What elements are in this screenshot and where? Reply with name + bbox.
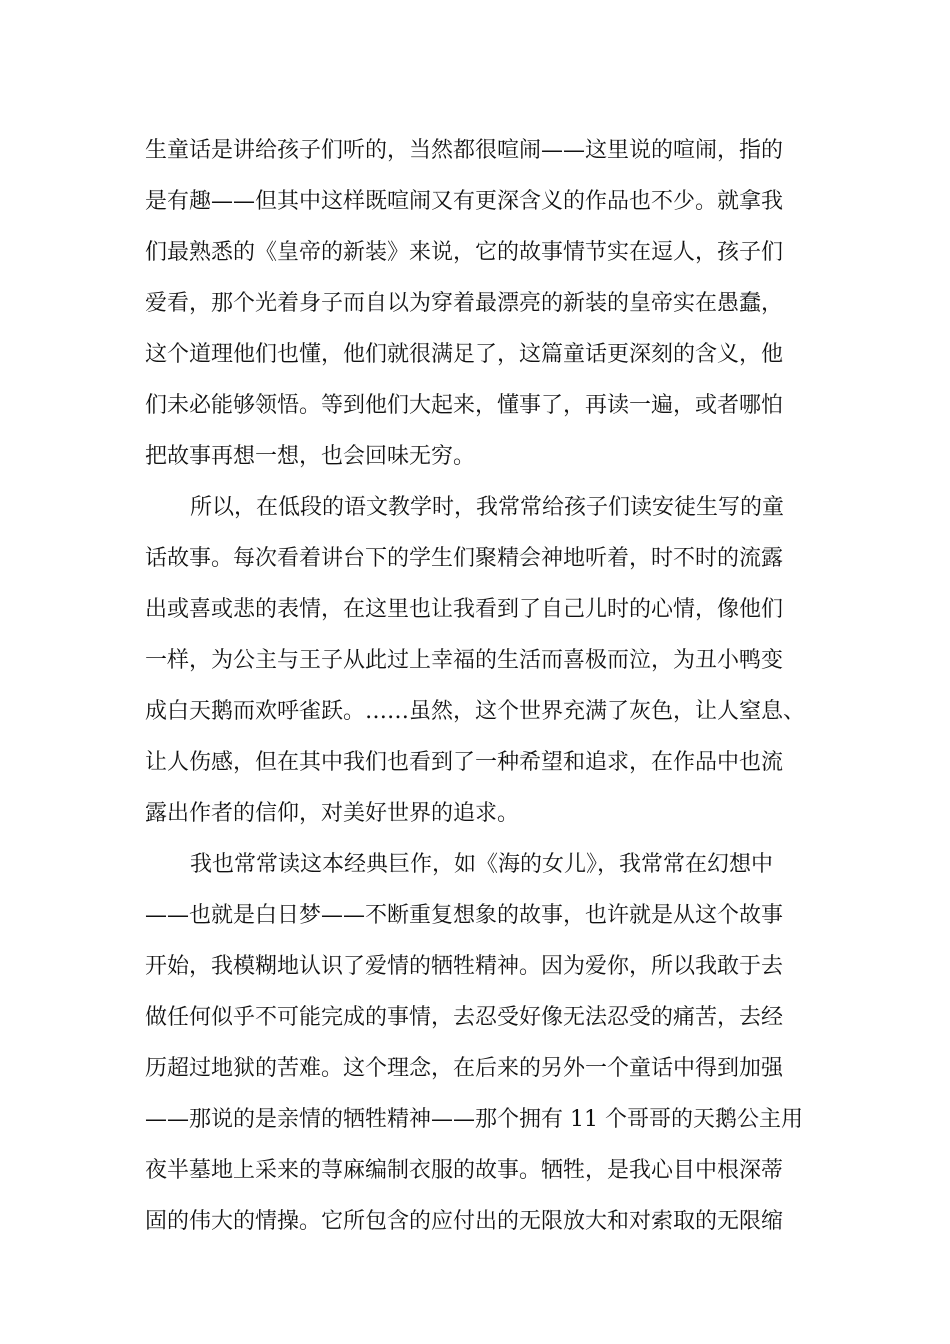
text-line: 历超过地狱的苦难。这个理念，在后来的另外一个童话中得到加强 bbox=[145, 1056, 784, 1081]
text-line: 这个道理他们也懂，他们就很满足了，这篇童话更深刻的含义，他 bbox=[145, 342, 784, 367]
text-line: 们最熟悉的《皇帝的新装》来说，它的故事情节实在逗人，孩子们 bbox=[145, 240, 784, 265]
text-line: 成白天鹅而欢呼雀跃。……虽然，这个世界充满了灰色，让人窒息、 bbox=[145, 699, 806, 724]
text-line: 夜半墓地上采来的荨麻编制衣服的故事。牺牲，是我心目中根深蒂 bbox=[145, 1158, 784, 1183]
text-line: 开始，我模糊地认识了爱情的牺牲精神。因为爱你，所以我敢于去 bbox=[145, 954, 784, 979]
text-line: 我也常常读这本经典巨作，如《海的女儿》，我常常在幻想中 bbox=[190, 852, 774, 877]
text-line: 们未必能够领悟。等到他们大起来，懂事了，再读一遍，或者哪怕 bbox=[145, 393, 784, 418]
text-line: ——也就是白日梦——不断重复想象的故事，也许就是从这个故事 bbox=[145, 903, 784, 928]
text-line: 话故事。每次看着讲台下的学生们聚精会神地听着，时不时的流露 bbox=[145, 546, 784, 571]
text-line: 是有趣——但其中这样既喧闹又有更深含义的作品也不少。就拿我 bbox=[145, 189, 784, 214]
text-line: 一样，为公主与王子从此过上幸福的生活而喜极而泣，为丑小鸭变 bbox=[145, 648, 784, 673]
text-line: 所以，在低段的语文教学时，我常常给孩子们读安徒生写的童 bbox=[190, 495, 785, 520]
text-line: 出或喜或悲的表情，在这里也让我看到了自己儿时的心情，像他们 bbox=[145, 597, 784, 622]
text-line: ——那说的是亲情的牺牲精神——那个拥有 11 个哥哥的天鹅公主用 bbox=[145, 1107, 803, 1132]
text-line: 生童话是讲给孩子们听的，当然都很喧闹——这里说的喧闹，指的 bbox=[145, 138, 784, 163]
text-line: 做任何似乎不可能完成的事情，去忍受好像无法忍受的痛苦，去经 bbox=[145, 1005, 784, 1030]
text-line: 爱看，那个光着身子而自以为穿着最漂亮的新装的皇帝实在愚蠢， bbox=[145, 291, 784, 316]
text-line: 让人伤感，但在其中我们也看到了一种希望和追求，在作品中也流 bbox=[145, 750, 784, 775]
text-line: 固的伟大的情操。它所包含的应付出的无限放大和对索取的无限缩 bbox=[145, 1209, 784, 1234]
text-line: 把故事再想一想，也会回味无穷。 bbox=[145, 444, 476, 469]
text-line: 露出作者的信仰，对美好世界的追求。 bbox=[145, 801, 520, 826]
